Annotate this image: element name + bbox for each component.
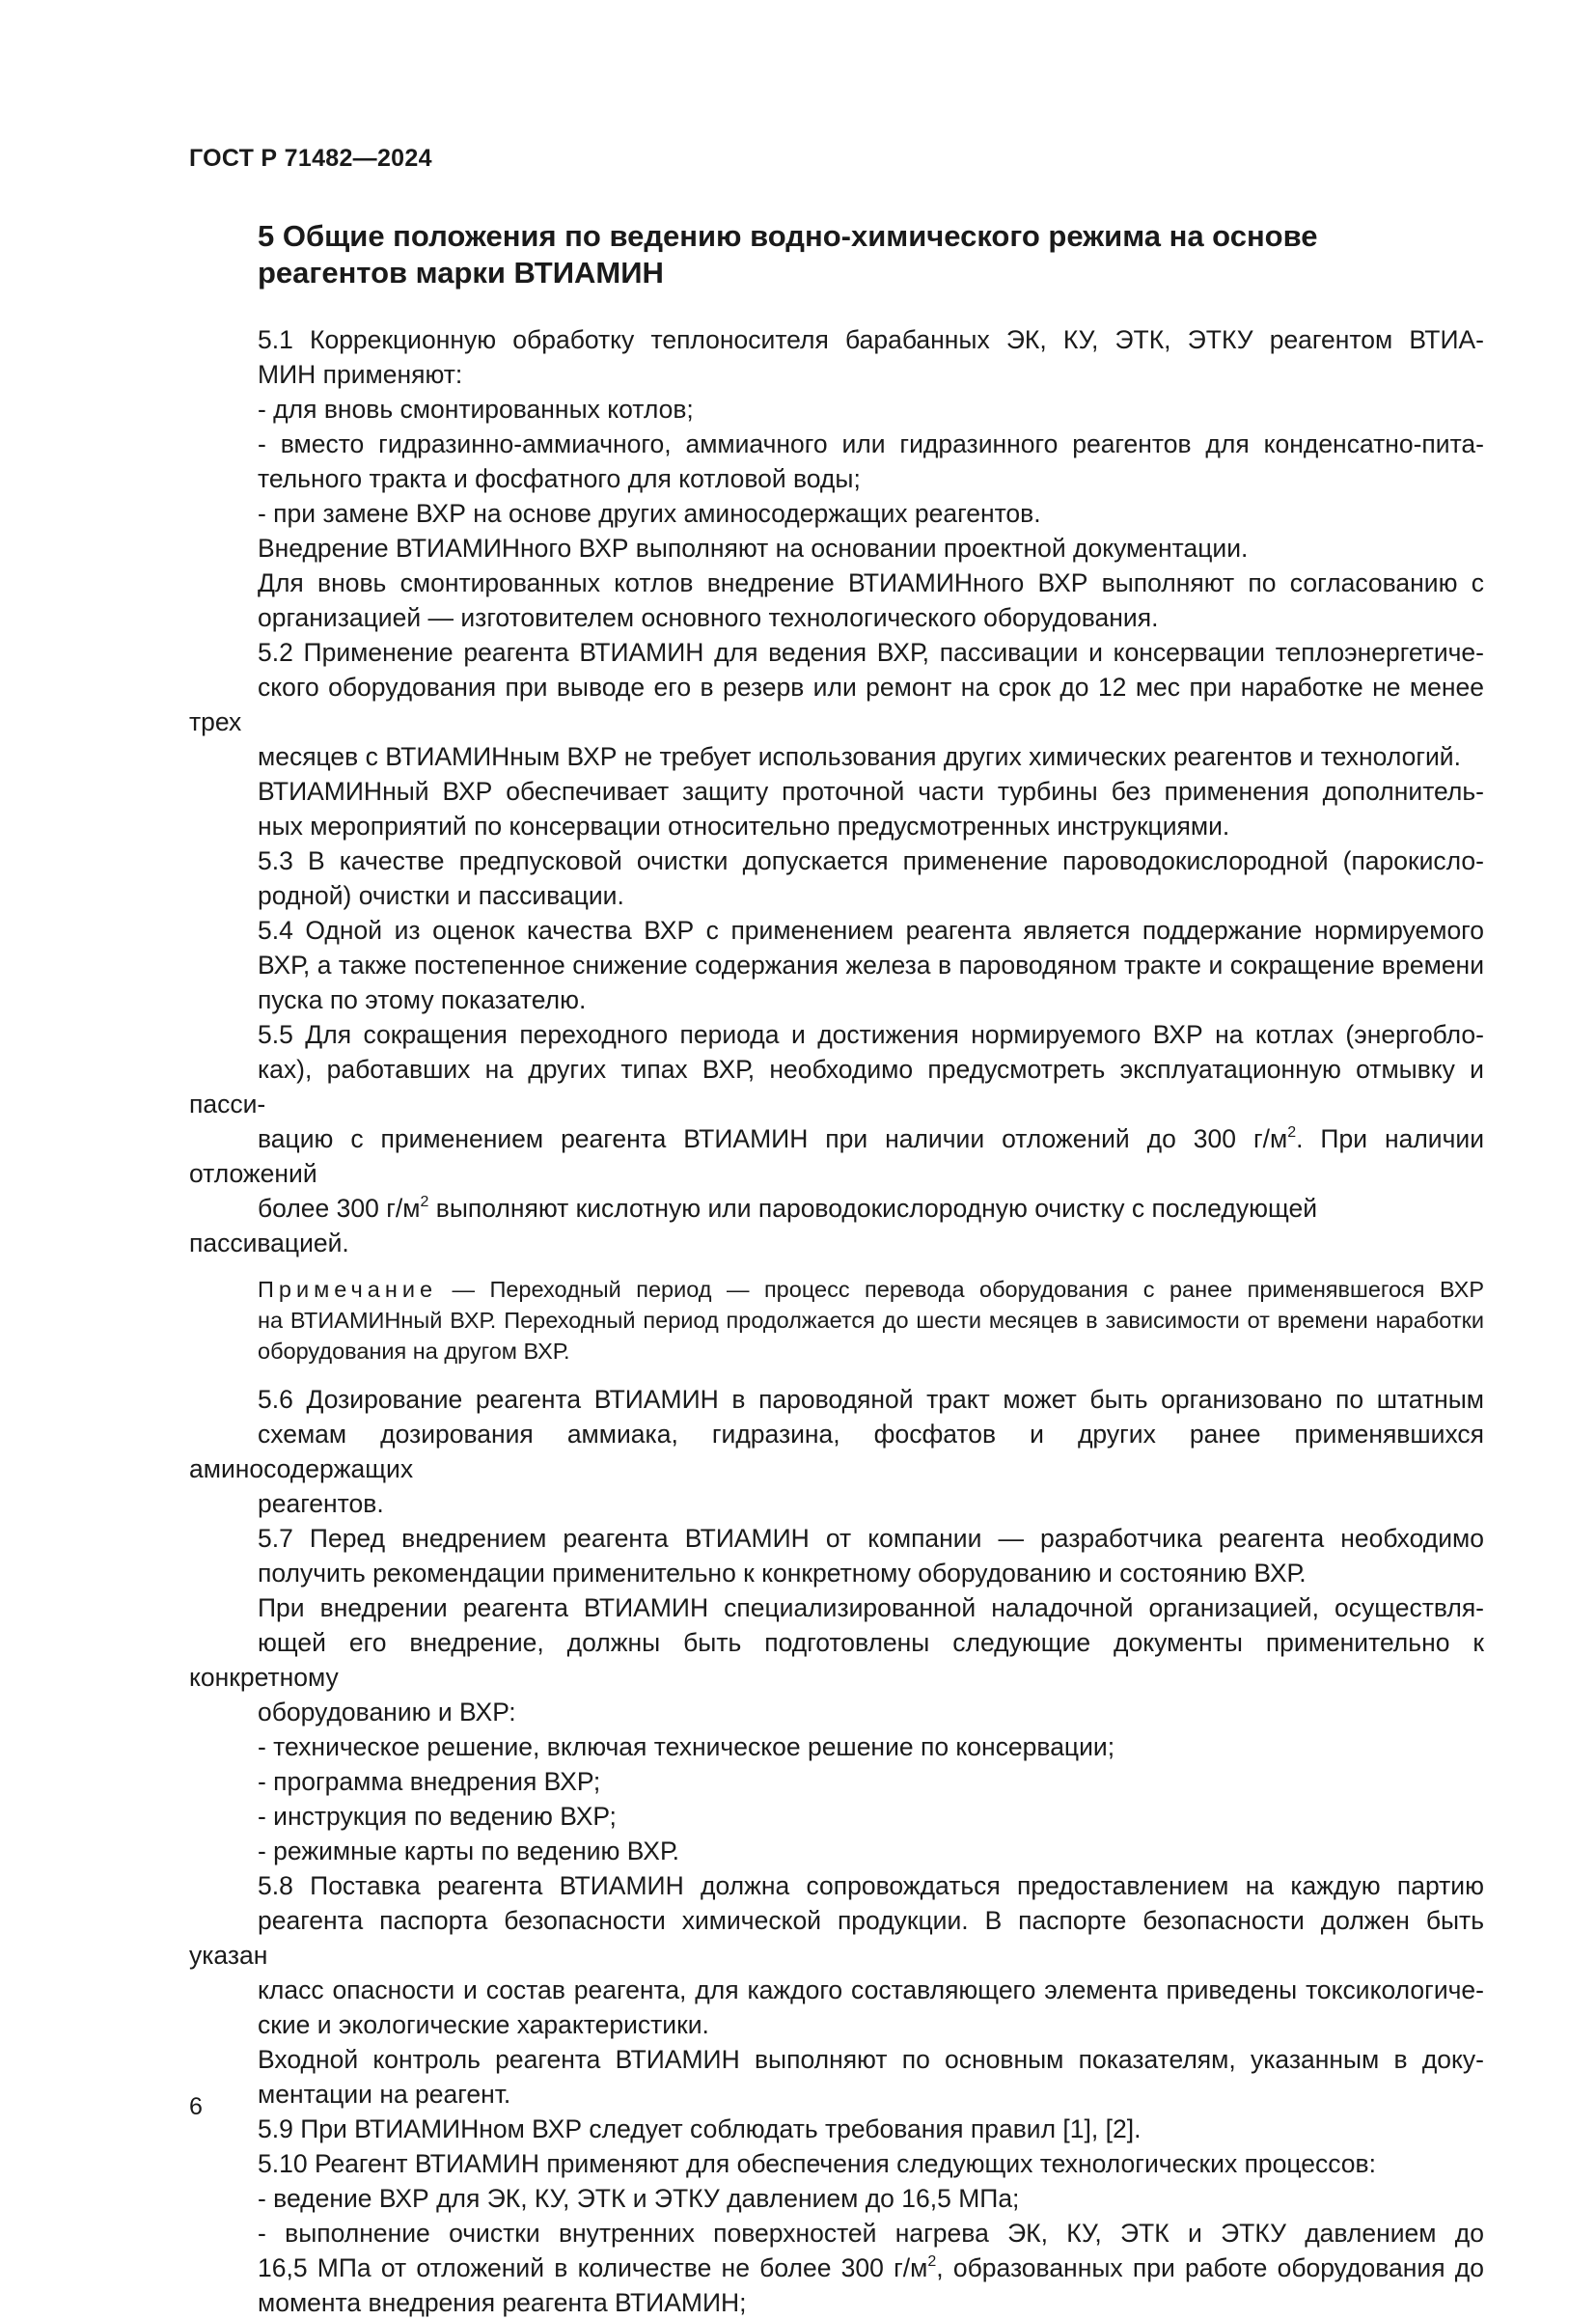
paragraph — [189, 2042, 1484, 2112]
section-title: 5 Общие положения по ведению водно-химического режима на основе реагентов марки ВТИАМИН — [258, 219, 1318, 290]
text-fragment: выполняют кислотную или пароводокислородную очистку с последующей пассивацией. — [189, 1194, 1318, 1257]
paragraph-5-4 — [189, 913, 1484, 1017]
note-paragraph — [189, 1274, 1484, 1367]
text-line: 5.7 Перед внедрением реагента ВТИАМИН от компании — разработчика реагента необходимо — [258, 1524, 1484, 1553]
text-line: схемам дозирования аммиака, гидразина, фосфатов и других ранее применявшихся аминосодержащих — [189, 1420, 1484, 1483]
paragraph — [189, 531, 1484, 566]
paragraph-5-6 — [189, 1382, 1484, 1521]
paragraph-5-5 — [189, 1017, 1484, 1260]
text-line: на ВТИАМИНный ВХР. Переходный период продолжается до шести месяцев в зависимости от времени наработки — [258, 1308, 1484, 1333]
text-line: Внедрение ВТИАМИНного ВХР выполняют на основании проектной документации. — [258, 534, 1249, 563]
list-item — [189, 2181, 1484, 2216]
paragraph-5-2 — [189, 635, 1484, 774]
text-line: оборудованию и ВХР: — [258, 1698, 516, 1726]
text-line: ские и экологические характеристики. — [258, 2010, 709, 2039]
text-line: родной) очистки и пассивации. — [258, 881, 624, 910]
list-item — [189, 1729, 1484, 1764]
text-line: При внедрении реагента ВТИАМИН специализированной наладочной организацией, осуществля- — [258, 1593, 1484, 1622]
text-line: ВХР, а также постепенное снижение содержания железа в пароводяном тракте и сокращение времени — [258, 951, 1484, 980]
text-line: получить рекомендации применительно к конкретному оборудованию и состоянию ВХР. — [258, 1559, 1307, 1588]
text-line: 5.8 Поставка реагента ВТИАМИН должна сопровождаться предоставлением на каждую партию — [258, 1871, 1484, 1900]
text-line: 5.4 Одной из оценок качества ВХР с применением реагента является поддержание нормируемого — [258, 916, 1484, 945]
note-label: Примечание — [258, 1277, 438, 1302]
list-item — [189, 496, 1484, 531]
paragraph-5-10 — [189, 2146, 1484, 2181]
text-fragment: Переходный период — процесс перевода оборудования с ранее применявшегося ВХР — [489, 1277, 1484, 1302]
paragraph — [189, 566, 1484, 635]
text-line: 5.2 Применение реагента ВТИАМИН для ведения ВХР, пассивации и консервации теплоэнергетиче- — [258, 638, 1484, 667]
text-line: ных мероприятий по консервации относительно предусмотренных инструкциями. — [258, 812, 1230, 841]
text-line: Входной контроль реагента ВТИАМИН выполняют по основным показателям, указанным в доку- — [258, 2045, 1484, 2074]
list-item — [189, 427, 1484, 496]
text-line: ВТИАМИНный ВХР обеспечивает защиту проточной части турбины без применения дополнитель- — [258, 777, 1484, 806]
note-block — [189, 1274, 1484, 1367]
paragraph-5-7 — [189, 1521, 1484, 1590]
text-line: МИН применяют: — [258, 360, 463, 389]
paragraph-5-3 — [189, 843, 1484, 913]
text-line: класс опасности и состав реагента, для каждого составляющего элемента приведены токсикологиче- — [258, 1975, 1484, 2004]
text-line: ющей его внедрение, должны быть подготовлены следующие документы применительно к конкретному — [189, 1628, 1484, 1692]
text-line — [189, 1191, 1484, 1260]
document-header: ГОСТ Р 71482—2024 — [189, 145, 432, 172]
text-line: - вместо гидразинно-аммиачного, аммиачного или гидразинного реагентов для конденсатно-пита- — [258, 429, 1484, 458]
text-line: пуска по этому показателю. — [258, 985, 587, 1014]
list-item — [189, 1834, 1484, 1868]
text-fragment: 16,5 МПа от отложений в количестве не более 300 г/м — [258, 2253, 928, 2282]
text-fragment: , образованных при работе оборудования до — [936, 2253, 1484, 2282]
paragraph-5-1 — [189, 322, 1484, 392]
text-line: - режимные карты по ведению ВХР. — [258, 1837, 679, 1865]
note-dash: — — [437, 1277, 490, 1302]
text-line: ках), работавших на других типах ВХР, необходимо предусмотреть эксплуатационную отмывку и пасси- — [189, 1055, 1484, 1119]
superscript: 2 — [927, 2253, 937, 2270]
superscript: 2 — [1287, 1124, 1297, 1141]
text-fragment: более 300 г/м — [258, 1194, 421, 1223]
text-line: - ведение ВХР для ЭК, КУ, ЭТК и ЭТКУ давлением до 16,5 МПа; — [258, 2184, 1020, 2213]
text-line: реагентов. — [258, 1489, 384, 1518]
text-line: оборудования на другом ВХР. — [258, 1339, 570, 1364]
text-line — [189, 1274, 1484, 1305]
text-line: - инструкция по ведению ВХР; — [258, 1802, 617, 1831]
list-item — [189, 1799, 1484, 1834]
text-line: - для вновь смонтированных котлов; — [258, 395, 694, 424]
text-line: 5.5 Для сокращения переходного периода и достижения нормируемого ВХР на котлах (энергобло- — [258, 1020, 1484, 1049]
text-fragment: . При наличии отложений — [189, 1124, 1484, 1188]
text-line: - при замене ВХР на основе других аминосодержащих реагентов. — [258, 499, 1041, 528]
paragraph-5-9 — [189, 2112, 1484, 2146]
paragraph-5-8 — [189, 1868, 1484, 2042]
paragraph — [189, 774, 1484, 843]
text-line: тельного тракта и фосфатного для котловой воды; — [258, 464, 861, 493]
text-line: Для вновь смонтированных котлов внедрение ВТИАМИНного ВХР выполняют по согласованию с — [258, 568, 1484, 597]
text-line: - программа внедрения ВХР; — [258, 1767, 601, 1796]
text-line — [189, 2251, 1484, 2285]
text-line: 5.3 В качестве предпусковой очистки допускается применение пароводокислородной (парокисло- — [258, 846, 1484, 875]
text-line: момента внедрения реагента ВТИАМИН; — [258, 2288, 747, 2317]
paragraph — [189, 1590, 1484, 1729]
text-line: реагента паспорта безопасности химической продукции. В паспорте безопасности должен быть указан — [189, 1906, 1484, 1970]
text-line: 5.9 При ВТИАМИНном ВХР следует соблюдать требования правил [1], [2]. — [258, 2114, 1142, 2143]
document-body — [189, 322, 1484, 2320]
list-item — [189, 392, 1484, 427]
text-line: 5.1 Коррекционную обработку теплоносителя барабанных ЭК, КУ, ЭТК, ЭТКУ реагентом ВТИА- — [258, 325, 1484, 354]
text-line: 5.10 Реагент ВТИАМИН применяют для обеспечения следующих технологических процессов: — [258, 2149, 1376, 2178]
text-line: - техническое решение, включая техническое решение по консервации; — [258, 1732, 1115, 1761]
text-line: организацией — изготовителем основного технологического оборудования. — [258, 603, 1159, 632]
text-line — [189, 1121, 1484, 1191]
text-line: 5.6 Дозирование реагента ВТИАМИН в пароводяной тракт может быть организовано по штатным — [258, 1385, 1484, 1414]
text-line: - выполнение очистки внутренних поверхностей нагрева ЭК, КУ, ЭТК и ЭТКУ давлением до — [258, 2219, 1484, 2248]
text-line: месяцев с ВТИАМИНным ВХР не требует использования других химических реагентов и технологий. — [258, 742, 1461, 771]
list-item — [189, 2216, 1484, 2320]
page-number: 6 — [189, 2093, 203, 2120]
list-item — [189, 1764, 1484, 1799]
text-fragment: вацию с применением реагента ВТИАМИН при наличии отложений до 300 г/м — [258, 1124, 1288, 1153]
text-line: ского оборудования при выводе его в резерв или ремонт на срок до 12 мес при наработке не менее трех — [189, 673, 1484, 736]
text-line: ментации на реагент. — [258, 2080, 511, 2109]
superscript: 2 — [420, 1194, 429, 1210]
